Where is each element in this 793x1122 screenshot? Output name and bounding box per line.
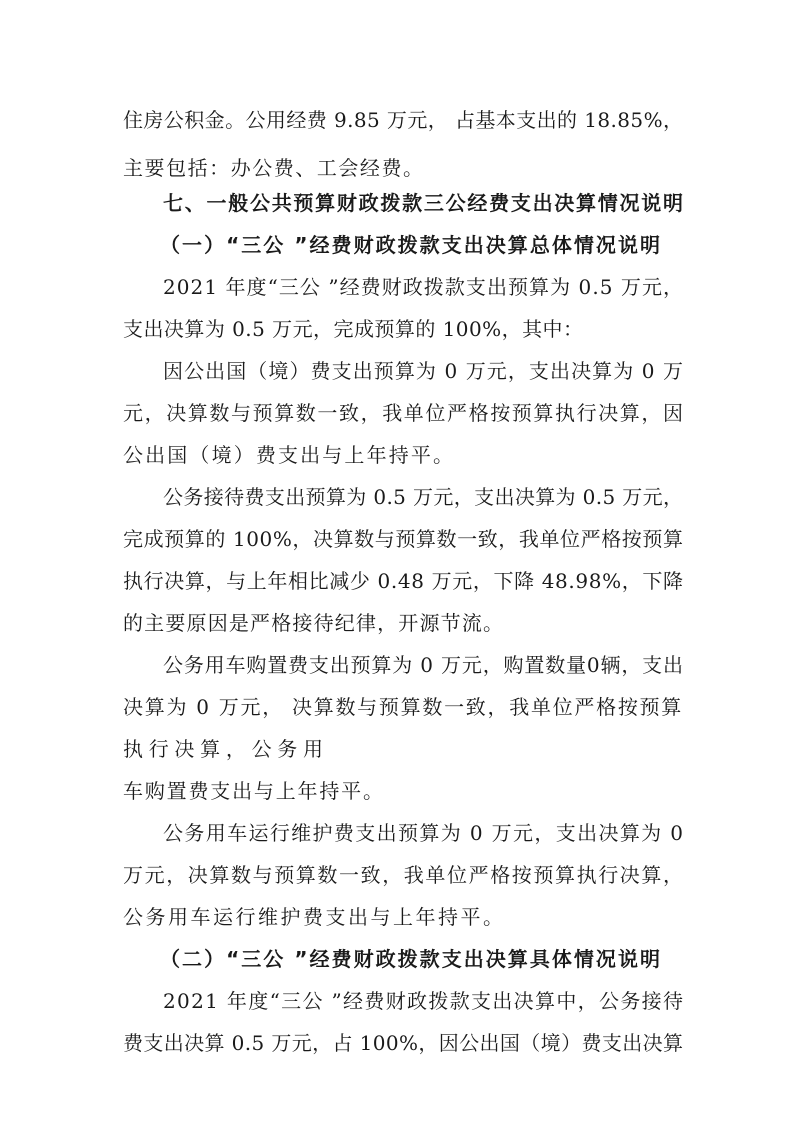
paragraph-line-7: 因公出国（境）费支出预算为 0 万元，支出决算为 0 万 xyxy=(163,359,685,383)
subsection-heading-one: （一）“三公 ”经费财政拨款支出决算总体情况说明 xyxy=(160,233,663,257)
paragraph-line-20: 公务用车运行维护费支出与上年持平。 xyxy=(123,905,506,929)
paragraph-line-1: 住房公积金。公用经费 9.85 万元， 占基本支出的 18.85%， xyxy=(123,108,684,132)
section-heading-seven: 七、一般公共预算财政拨款三公经费支出决算情况说明 xyxy=(163,191,685,215)
paragraph-line-11: 完成预算的 100%，决算数与预算数一致，我单位严格按预算 xyxy=(123,527,684,551)
paragraph-line-12: 执行决算，与上年相比减少 0.48 万元，下降 48.98%，下降 xyxy=(123,569,684,593)
paragraph-line-16: 执行决算，公务用 xyxy=(123,737,329,761)
paragraph-line-17: 车购置费支出与上年持平。 xyxy=(123,779,385,803)
paragraph-line-15: 决算为 0 万元， 决算数与预算数一致，我单位严格按预算 xyxy=(123,695,683,719)
paragraph-line-22: 2021 年度“三公 ”经费财政拨款支出决算中，公务接待 xyxy=(163,989,685,1013)
paragraph-line-8: 元，决算数与预算数一致，我单位严格按预算执行决算，因 xyxy=(123,401,685,425)
subsection-heading-two: （二）“三公 ”经费财政拨款支出决算具体情况说明 xyxy=(160,947,663,971)
paragraph-line-5: 2021 年度“三公 ”经费财政拨款支出预算为 0.5 万元， xyxy=(163,275,685,299)
paragraph-line-10: 公务接待费支出预算为 0.5 万元，支出决算为 0.5 万元， xyxy=(163,485,684,509)
paragraph-line-9: 公出国（境）费支出与上年持平。 xyxy=(123,443,456,467)
paragraph-line-2: 主要包括：办公费、工会经费。 xyxy=(123,156,425,180)
paragraph-line-19: 万元，决算数与预算数一致，我单位严格按预算执行决算， xyxy=(123,863,685,887)
paragraph-line-14: 公务用车购置费支出预算为 0 万元，购置数量0辆，支出 xyxy=(163,653,684,677)
paragraph-line-23: 费支出决算 0.5 万元，占 100%，因公出国（境）费支出决算 xyxy=(123,1031,684,1055)
paragraph-line-13: 的主要原因是严格接待纪律，开源节流。 xyxy=(123,611,505,635)
paragraph-line-6: 支出决算为 0.5 万元，完成预算的 100%，其中： xyxy=(123,317,584,341)
paragraph-line-18: 公务用车运行维护费支出预算为 0 万元，支出决算为 0 xyxy=(163,821,685,845)
